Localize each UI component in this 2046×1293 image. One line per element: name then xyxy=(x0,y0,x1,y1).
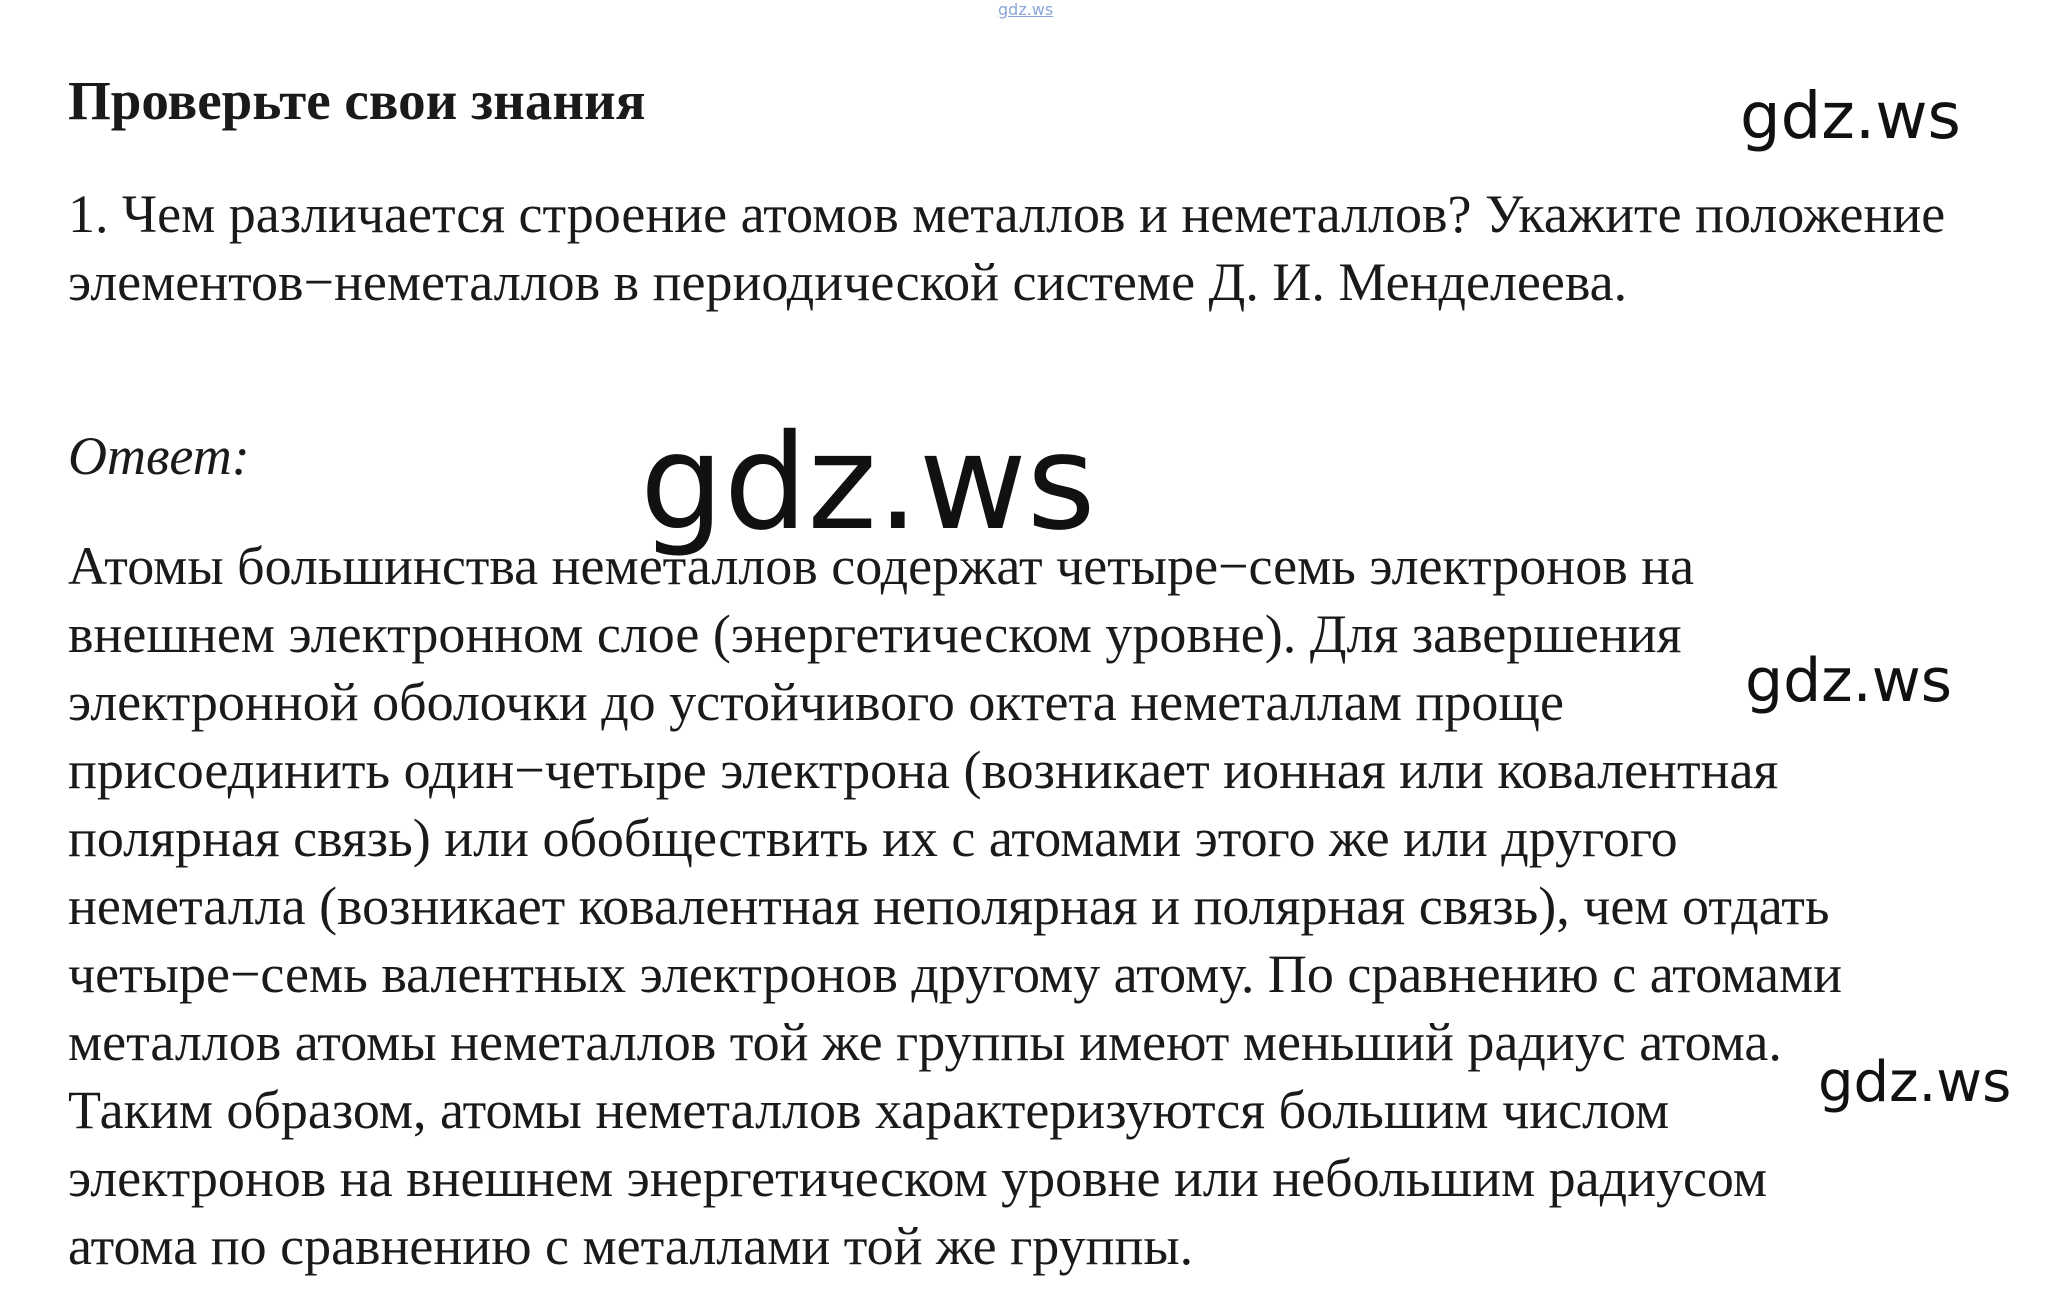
watermark-large: gdz.ws xyxy=(640,406,1096,560)
answer-line: Таким образом, атомы неметаллов характеризуются большим числом xyxy=(68,1080,1670,1140)
answer-line: Атомы большинства неметаллов содержат четыре−семь электронов на xyxy=(68,536,1695,596)
answer-line: присоединить один−четыре электрона (возникает ионная или ковалентная xyxy=(68,740,1779,800)
section-heading: Проверьте свои знания xyxy=(68,70,646,131)
answer-line: неметалла (возникает ковалентная неполярная и полярная связь), чем отдать xyxy=(68,876,1830,936)
answer-line: атома по сравнению с металлами той же группы. xyxy=(68,1216,1194,1276)
answer-line: электронов на внешнем энергетическом уровне или небольшим радиусом xyxy=(68,1148,1768,1208)
answer-line: полярная связь) или обобществить их с атомами этого же или другого xyxy=(68,808,1678,868)
answer-label: Ответ: xyxy=(68,426,250,486)
watermark: gdz.ws xyxy=(1818,1050,2012,1115)
answer-line: четыре−семь валентных электронов другому атому. По сравнению с атомами xyxy=(68,944,1843,1004)
question-text: 1. Чем различается строение атомов металлов и неметаллов? Укажите положение элементов−неметаллов в периодической системе Д. И. Менделеева. xyxy=(68,184,1946,312)
answer-text xyxy=(68,532,2028,1280)
answer-line: внешнем электронном слое (энергетическом уровне). Для завершения xyxy=(68,604,1682,664)
watermark: gdz.ws xyxy=(1740,80,1961,154)
watermark: gdz.ws xyxy=(1745,646,1953,716)
answer-line: металлов атомы неметаллов той же группы имеют меньший радиус атома. xyxy=(68,1012,1782,1072)
answer-line: электронной оболочки до устойчивого октета неметаллам проще xyxy=(68,672,1564,732)
top-watermark-link[interactable]: gdz.ws xyxy=(998,0,1054,19)
